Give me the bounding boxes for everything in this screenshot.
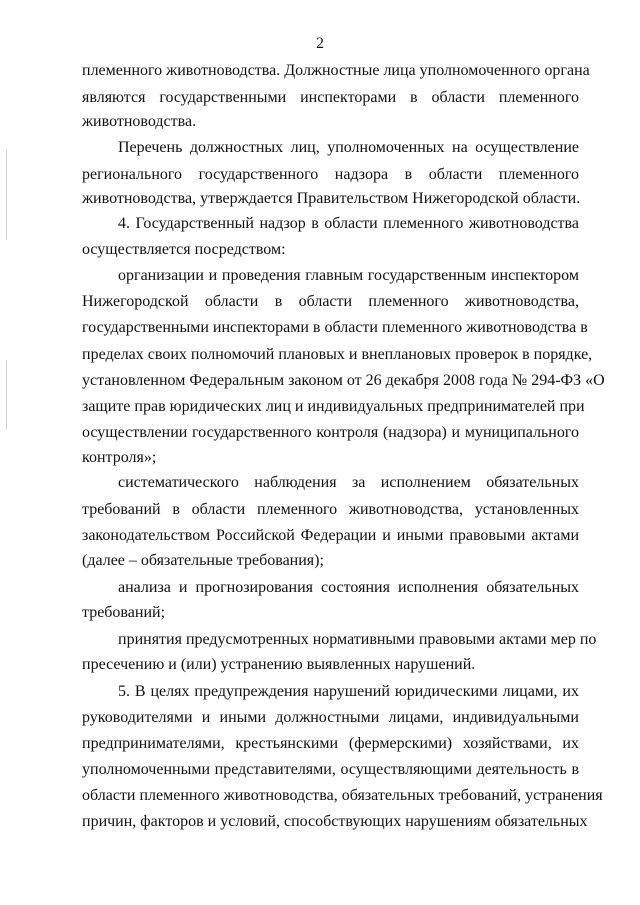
text-line: регионального государственного надзора в области племенного (82, 166, 579, 183)
text-line: животноводства. (82, 113, 197, 130)
text-line: руководителями и иными должностными лицами, индивидуальными (82, 709, 579, 726)
text-line: являются государственными инспекторами в области племенного (82, 89, 579, 106)
text-line: пресечению и (или) устранению выявленных нарушений. (82, 656, 476, 673)
text-line: 5. В целях предупреждения нарушений юридическими лицами, их (118, 683, 579, 700)
text-line: 4. Государственный надзор в области племенного животноводства (118, 215, 579, 232)
text-line: Нижегородской области в области племенного животноводства, (82, 293, 579, 310)
text-line: животноводства, утверждается Правительством Нижегородской области. (82, 190, 581, 207)
text-line: анализа и прогнозирования состояния исполнения обязательных (118, 579, 579, 596)
text-line: причин, факторов и условий, способствующих нарушениям обязательных (82, 813, 588, 830)
text-line: систематического наблюдения за исполнением обязательных (118, 474, 579, 491)
text-line: предпринимателями, крестьянскими (фермерскими) хозяйствами, их (82, 735, 579, 752)
scan-margin-mark (6, 360, 7, 430)
text-line: установленном Федеральным законом от 26 декабря 2008 года № 294-ФЗ «О (82, 372, 605, 389)
text-line: уполномоченными представителями, осуществляющими деятельность в (82, 761, 579, 778)
text-line: области племенного животноводства, обязательных требований, устранения (82, 787, 603, 804)
text-line: защите прав юридических лиц и индивидуальных предпринимателей при (82, 398, 585, 415)
text-line: осуществляется посредством: (82, 241, 286, 258)
text-line: племенного животноводства. Должностные лица уполномоченного органа (82, 62, 590, 79)
text-line: требований в области племенного животноводства, установленных (82, 501, 579, 518)
text-line: организации и проведения главным государственным инспектором (118, 267, 579, 284)
text-line: пределах своих полномочий плановых и внеплановых проверок в порядке, (82, 346, 593, 363)
page-number: 2 (316, 35, 324, 52)
text-line: осуществлении государственного контроля (надзора) и муниципального (82, 424, 579, 441)
text-line: Перечень должностных лиц, уполномоченных на осуществление (118, 139, 579, 156)
text-line: требований; (82, 604, 166, 621)
text-line: государственными инспекторами в области племенного животноводства в (82, 319, 588, 336)
text-line: (далее – обязательные требования); (82, 552, 324, 569)
text-line: принятия предусмотренных нормативными правовыми актами мер по (118, 631, 597, 648)
scan-margin-mark (6, 150, 7, 240)
text-line: законодательством Российской Федерации и иными правовыми актами (82, 527, 579, 544)
text-line: контроля»; (82, 449, 157, 466)
